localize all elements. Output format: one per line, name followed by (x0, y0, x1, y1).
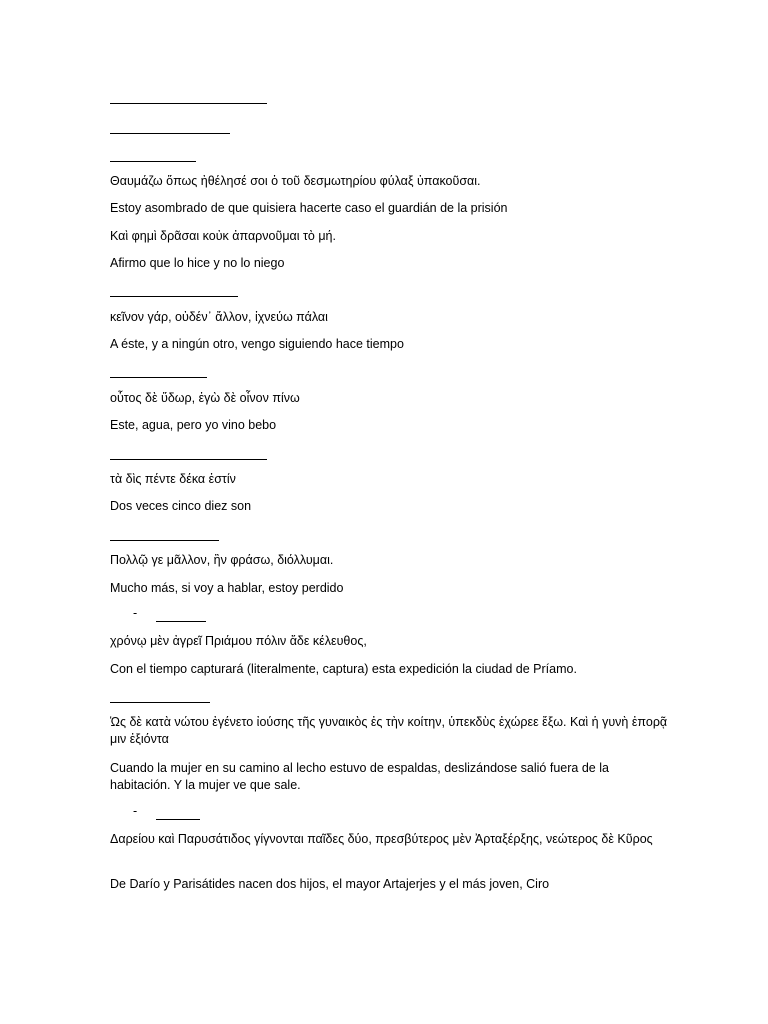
greek-sentence: οὗτος δὲ ὕδωρ, ἐγὼ δὲ οἶνον πίνω (110, 391, 300, 405)
blank-rule (110, 103, 267, 104)
blank-rule (110, 133, 230, 134)
greek-sentence: χρόνῳ μὲν ἀγρεῖ Πριάμου πόλιν ἅδε κέλευθος, (110, 634, 367, 648)
spanish-translation: Este, agua, pero yo vino bebo (110, 418, 277, 432)
blank-rule (110, 377, 207, 378)
list-bullet: - (133, 804, 138, 818)
spanish-translation: De Darío y Parisátides nacen dos hijos, el mayor Artajerjes y el más joven, Ciro (110, 877, 550, 891)
blank-rule (110, 702, 210, 703)
spanish-translation: Mucho más, si voy a hablar, estoy perdido (110, 581, 344, 595)
greek-sentence: Θαυμάζω ὅπως ἠθέλησέ σοι ὁ τοῦ δεσμωτηρίου φύλαξ ὑπακοῦσαι. (110, 174, 481, 188)
spanish-translation: Dos veces cinco diez son (110, 499, 252, 513)
spanish-translation: Afirmo que lo hice y no lo niego (110, 256, 285, 270)
blank-rule (110, 161, 196, 162)
list-bullet: - (133, 606, 138, 620)
spanish-translation: Estoy asombrado de que quisiera hacerte caso el guardián de la prisión (110, 201, 508, 215)
blank-rule (110, 296, 238, 297)
greek-sentence: Καὶ φημὶ δρᾶσαι κοὐκ ἀπαρνοῦμαι τὸ μή. (110, 229, 336, 243)
blank-rule (110, 459, 267, 460)
greek-sentence: τὰ δὶς πέντε δέκα ἐστίν (110, 472, 236, 486)
spanish-translation: A éste, y a ningún otro, vengo siguiendo hace tiempo (110, 337, 404, 351)
spanish-translation: Cuando la mujer en su camino al lecho estuvo de espaldas, deslizándose salió fuera de la habitación. Y la mujer ve que sale. (110, 761, 609, 792)
blank-rule (156, 621, 206, 622)
greek-sentence: Πολλῷ γε μᾶλλον, ἢν φράσω, διόλλυμαι. (110, 553, 334, 567)
blank-rule (156, 819, 200, 820)
spanish-translation: Con el tiempo capturará (literalmente, captura) esta expedición la ciudad de Príamo. (110, 662, 577, 676)
greek-sentence: κεῖνον γάρ, οὐδέν᾽ ἄλλον, ἰχνεύω πάλαι (110, 310, 328, 324)
blank-rule (110, 540, 219, 541)
greek-sentence: Δαρείου καὶ Παρυσάτιδος γίγνονται παῖδες δύο, πρεσβύτερος μὲν Ἀρταξέρξης, νεώτερος δὲ Κῦρος (110, 832, 653, 846)
greek-sentence: Ὡς δὲ κατὰ νώτου ἐγένετο ἰούσης τῆς γυναικὸς ἐς τὴν κοίτην, ὑπεκδὺς ἐχώρεε ἔξω. Καὶ ἡ γυνὴ ἐπορᾷ μιν ἐξιόντα (110, 715, 668, 746)
